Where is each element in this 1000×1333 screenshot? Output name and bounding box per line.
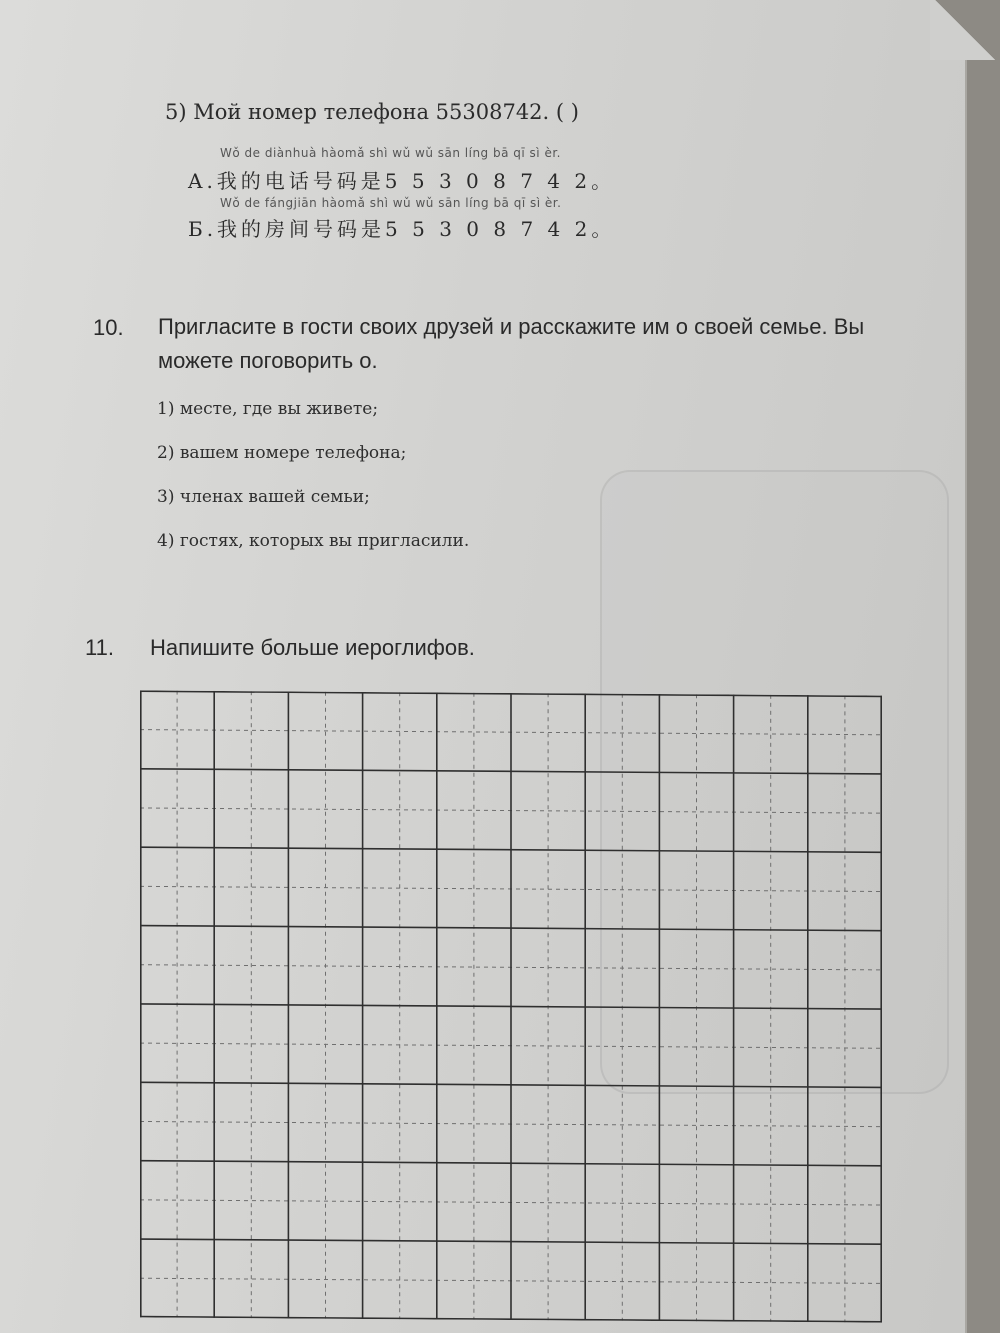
question-10-text: Пригласите в гости своих друзей и расскажите им о своей семье. Вы можете поговорить о. bbox=[158, 314, 865, 373]
writing-grid bbox=[140, 690, 882, 1322]
question-10-number: 10. bbox=[93, 315, 124, 340]
question-5-prompt: 5) Мой номер телефона 55308742. ( ) bbox=[165, 100, 579, 124]
list-item: 2) вашем номере телефона; bbox=[157, 443, 407, 463]
list-item: 1) месте, где вы живете; bbox=[157, 399, 379, 419]
list-item: 3) членах вашей семьи; bbox=[157, 487, 370, 507]
question-10-list bbox=[157, 395, 469, 571]
option-b-pinyin: Wǒ de fángjiān hàomǎ shì wǔ wǔ sān líng bā qī sì èr. bbox=[220, 196, 562, 210]
question-11-number: 11. bbox=[85, 635, 114, 660]
page-corner bbox=[930, 0, 1000, 60]
list-item: 4) гостях, которых вы пригласили. bbox=[157, 531, 470, 551]
question-11-text: Напишите больше иероглифов. bbox=[150, 635, 475, 660]
option-a-text: A.我的电话号码是5 5 3 0 8 7 4 2。 bbox=[188, 169, 616, 193]
option-a-pinyin: Wǒ de diànhuà hàomǎ shì wǔ wǔ sān líng bā qī sì èr. bbox=[220, 146, 561, 160]
option-b-text: Б.我的房间号码是5 5 3 0 8 7 4 2。 bbox=[188, 217, 616, 241]
writing-grid-wrapper bbox=[140, 690, 882, 1322]
